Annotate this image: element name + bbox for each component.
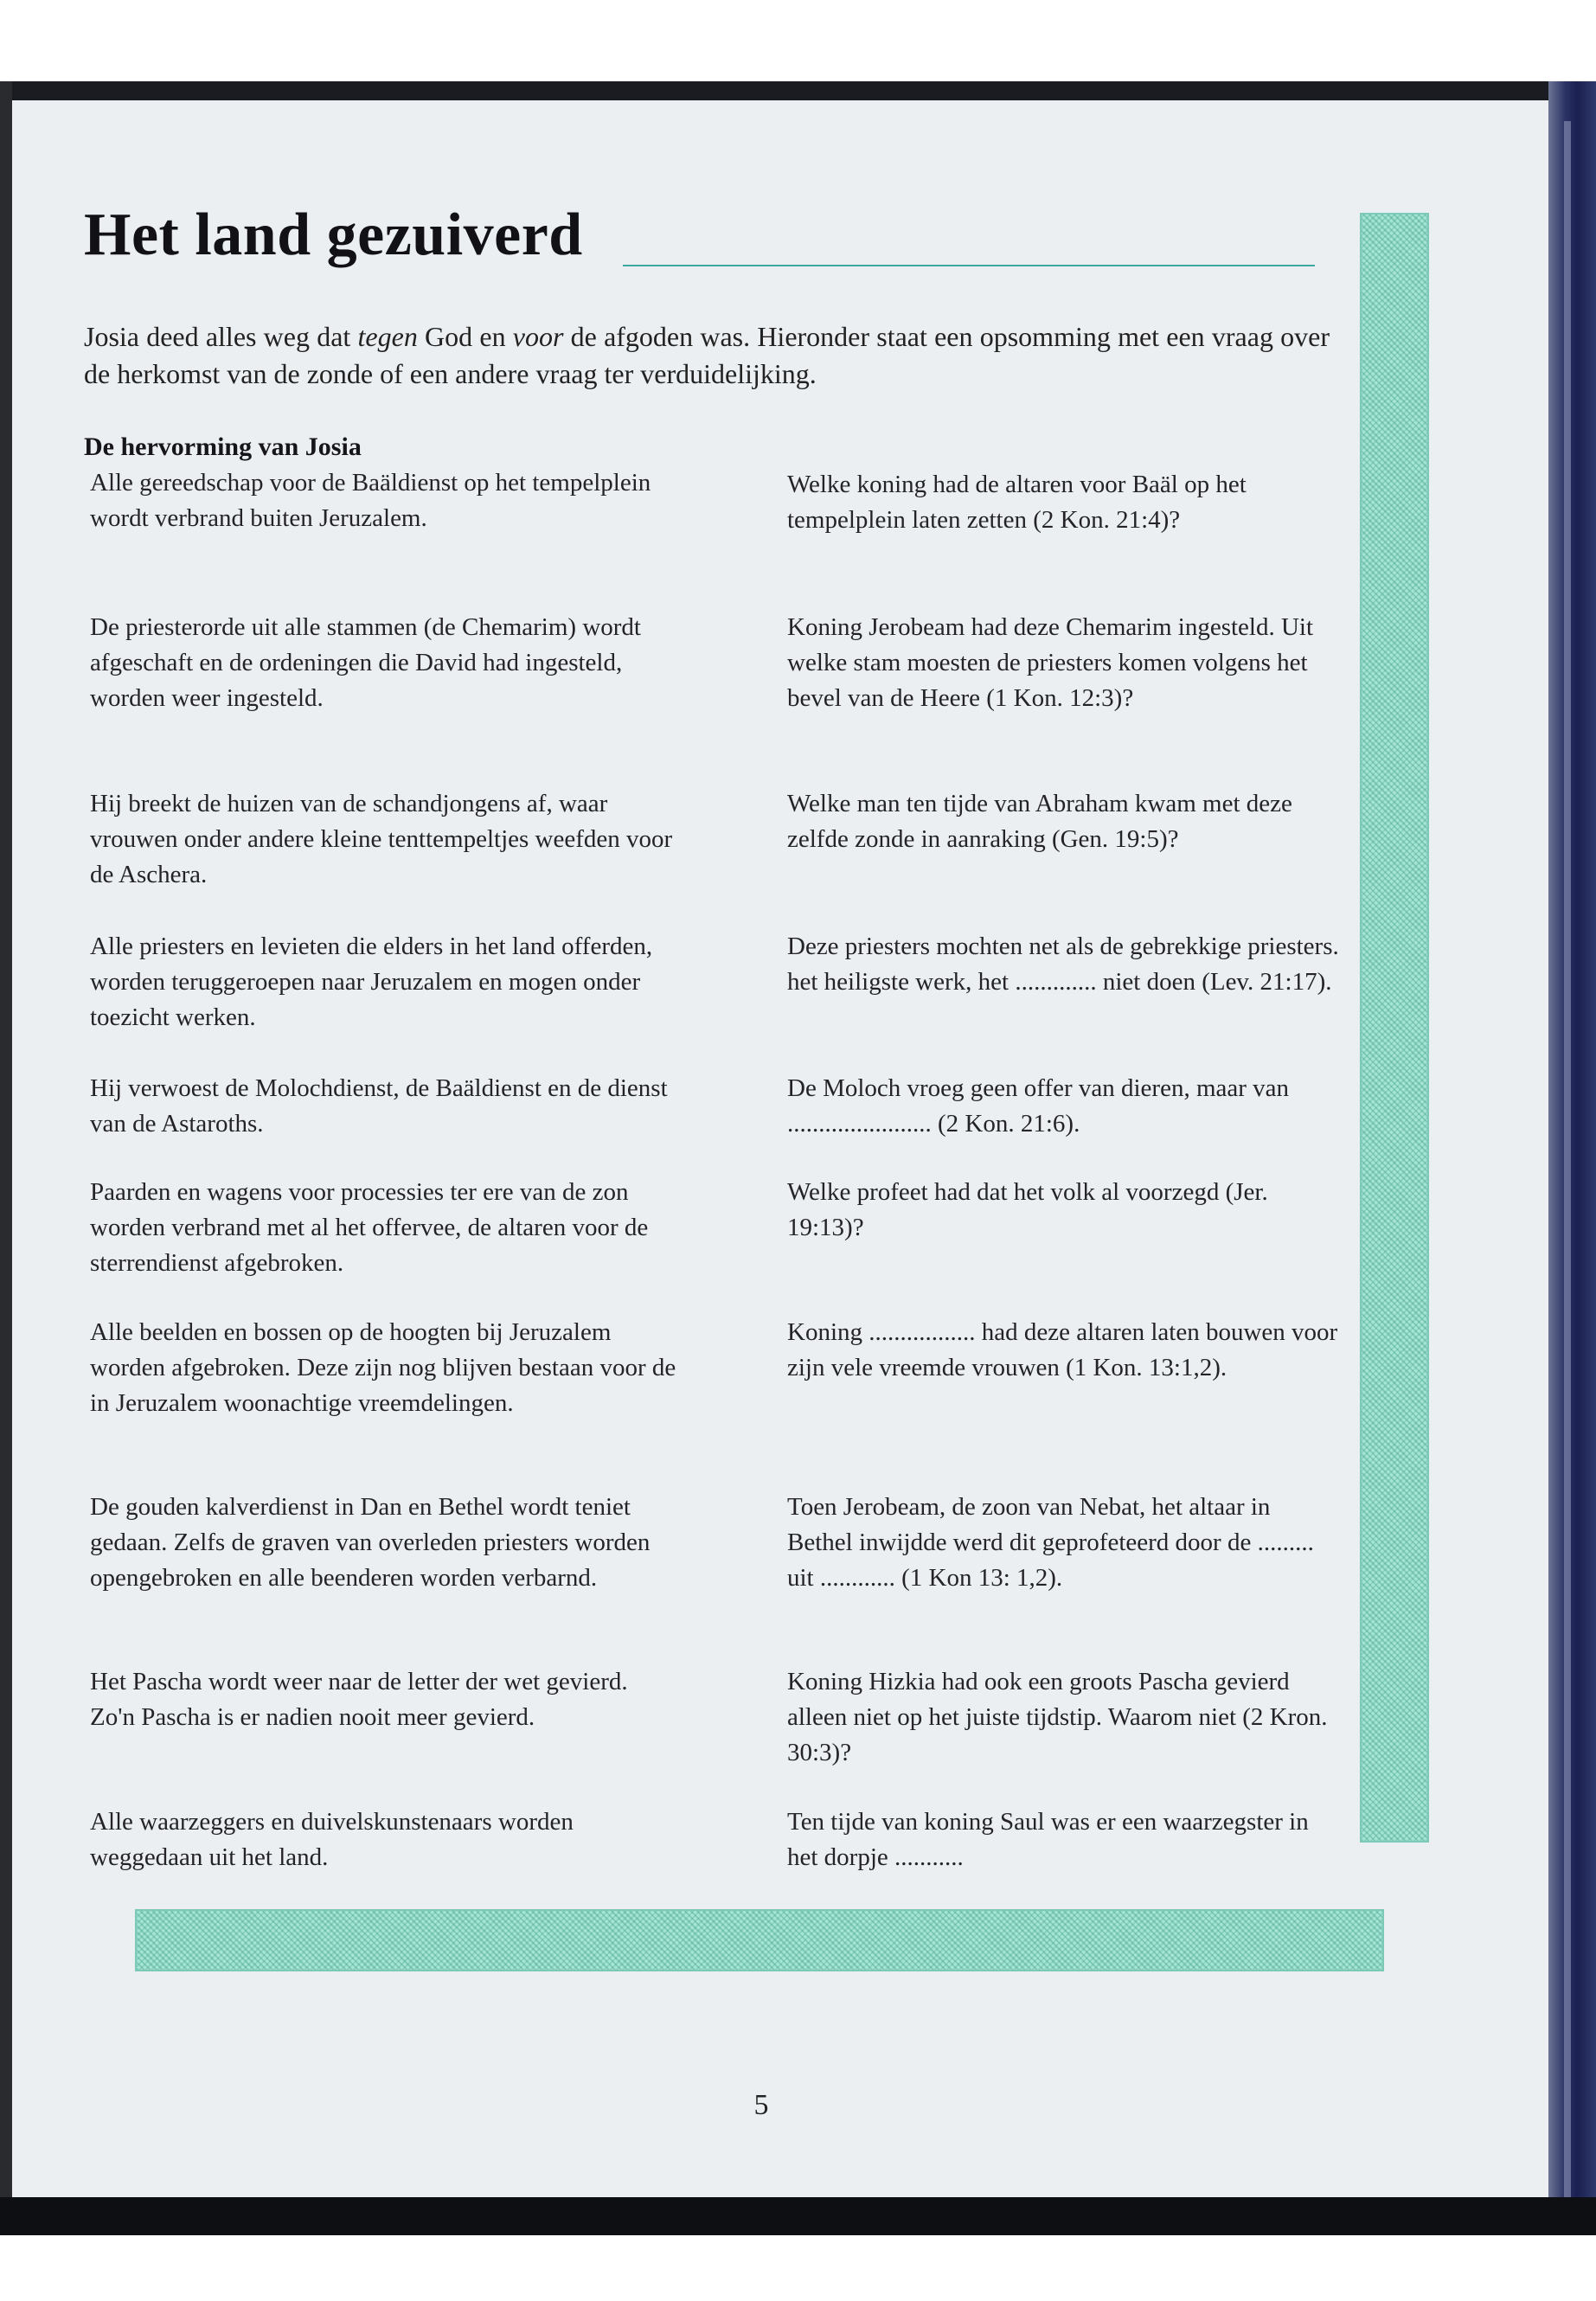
intro-paragraph bbox=[84, 318, 1330, 393]
decorative-side-bar bbox=[1360, 213, 1429, 1843]
reform-item: Alle beelden en bossen op de hoogten bij Jeruzalem worden afgebroken. Deze zijn nog blijven bestaan voor de in Jeruzalem woonachtige vreemdelingen. bbox=[90, 1318, 676, 1417]
reform-question: Koning ................. had deze altaren laten bouwen voor zijn vele vreemde vrouwen (1 Kon. 13:1,2). bbox=[787, 1318, 1338, 1381]
intro-text-3: de afgoden was. Hieronder staat een opsomming met een vraag over de herkomst van de zonde of een andere vraag ter verduidelijking. bbox=[84, 321, 1330, 389]
reform-question: Toen Jerobeam, de zoon van Nebat, het altaar in Bethel inwijdde werd dit geprofeteerd door de ......... uit ............ (1 Kon 13: 1,2). bbox=[787, 1493, 1314, 1592]
page-number: 5 bbox=[753, 2089, 769, 2121]
reform-item: Hij verwoest de Molochdienst, de Baäldienst en de dienst van de Astaroths. bbox=[90, 1074, 668, 1138]
title-underline bbox=[623, 265, 1315, 266]
intro-text-1: Josia deed alles weg dat bbox=[84, 321, 358, 352]
reform-question: De Moloch vroeg geen offer van dieren, maar van ....................... (2 Kon. 21:6). bbox=[787, 1074, 1290, 1138]
reform-question: Koning Hizkia had ook een groots Pascha gevierd alleen niet op het juiste tijdstip. Waarom niet (2 Kron. 30:3)? bbox=[787, 1668, 1328, 1766]
intro-text-2: God en bbox=[417, 321, 513, 352]
page-sheet bbox=[12, 100, 1548, 2197]
reform-item: De gouden kalverdienst in Dan en Bethel wordt teniet gedaan. Zelfs de graven van overleden priesters worden opengebroken en alle beenderen worden verbarnd. bbox=[90, 1493, 651, 1592]
section-heading: De hervorming van Josia bbox=[84, 433, 362, 461]
reform-item: Hij breekt de huizen van de schandjongens af, waar vrouwen onder andere kleine tenttempeltjes weefden voor de Aschera. bbox=[90, 790, 673, 888]
reform-item: Alle priesters en levieten die elders in het land offerden, worden teruggeroepen naar Jeruzalem en mogen onder toezicht werken. bbox=[90, 933, 653, 1031]
intro-emphasis-tegen: tegen bbox=[357, 321, 418, 352]
reform-item: Alle gereedschap voor de Baäldienst op het tempelplein wordt verbrand buiten Jeruzalem. bbox=[90, 469, 651, 532]
reform-question: Koning Jerobeam had deze Chemarim ingesteld. Uit welke stam moesten de priesters komen volgens het bevel van de Heere (1 Kon. 12:3)? bbox=[787, 613, 1314, 712]
reform-question: Welke man ten tijde van Abraham kwam met deze zelfde zonde in aanraking (Gen. 19:5)? bbox=[787, 790, 1292, 853]
reform-item: De priesterorde uit alle stammen (de Chemarim) wordt afgeschaft en de ordeningen die David had ingesteld, worden weer ingesteld. bbox=[90, 613, 641, 712]
scan-bottom-edge bbox=[0, 2197, 1596, 2235]
book-binding bbox=[1548, 81, 1596, 2227]
page-title: Het land gezuiverd bbox=[84, 202, 583, 268]
reform-question: Ten tijde van koning Saul was er een waarzegster in het dorpje ........... bbox=[787, 1808, 1309, 1871]
scan-top-edge bbox=[0, 81, 1596, 100]
reform-question: Welke koning had de altaren voor Baäl op het tempelplein laten zetten (2 Kon. 21:4)? bbox=[787, 471, 1247, 534]
intro-emphasis-voor: voor bbox=[512, 321, 564, 352]
reform-item: Alle waarzeggers en duivelskunstenaars worden weggedaan uit het land. bbox=[90, 1808, 574, 1871]
binding-highlight bbox=[1564, 121, 1571, 2197]
decorative-bottom-bar bbox=[135, 1909, 1384, 1971]
reform-item: Paarden en wagens voor processies ter ere van de zon worden verbrand met al het offervee, de altaren voor de sterrendienst afgebroken. bbox=[90, 1178, 649, 1277]
reform-question: Deze priesters mochten net als de gebrekkige priesters. het heiligste werk, het ............. niet doen (Lev. 21:17). bbox=[787, 933, 1339, 996]
reform-question: Welke profeet had dat het volk al voorzegd (Jer. 19:13)? bbox=[787, 1178, 1268, 1241]
reform-item: Het Pascha wordt weer naar de letter der wet gevierd. Zo'n Pascha is er nadien nooit meer gevierd. bbox=[90, 1668, 628, 1731]
scan-left-edge bbox=[0, 81, 12, 2235]
